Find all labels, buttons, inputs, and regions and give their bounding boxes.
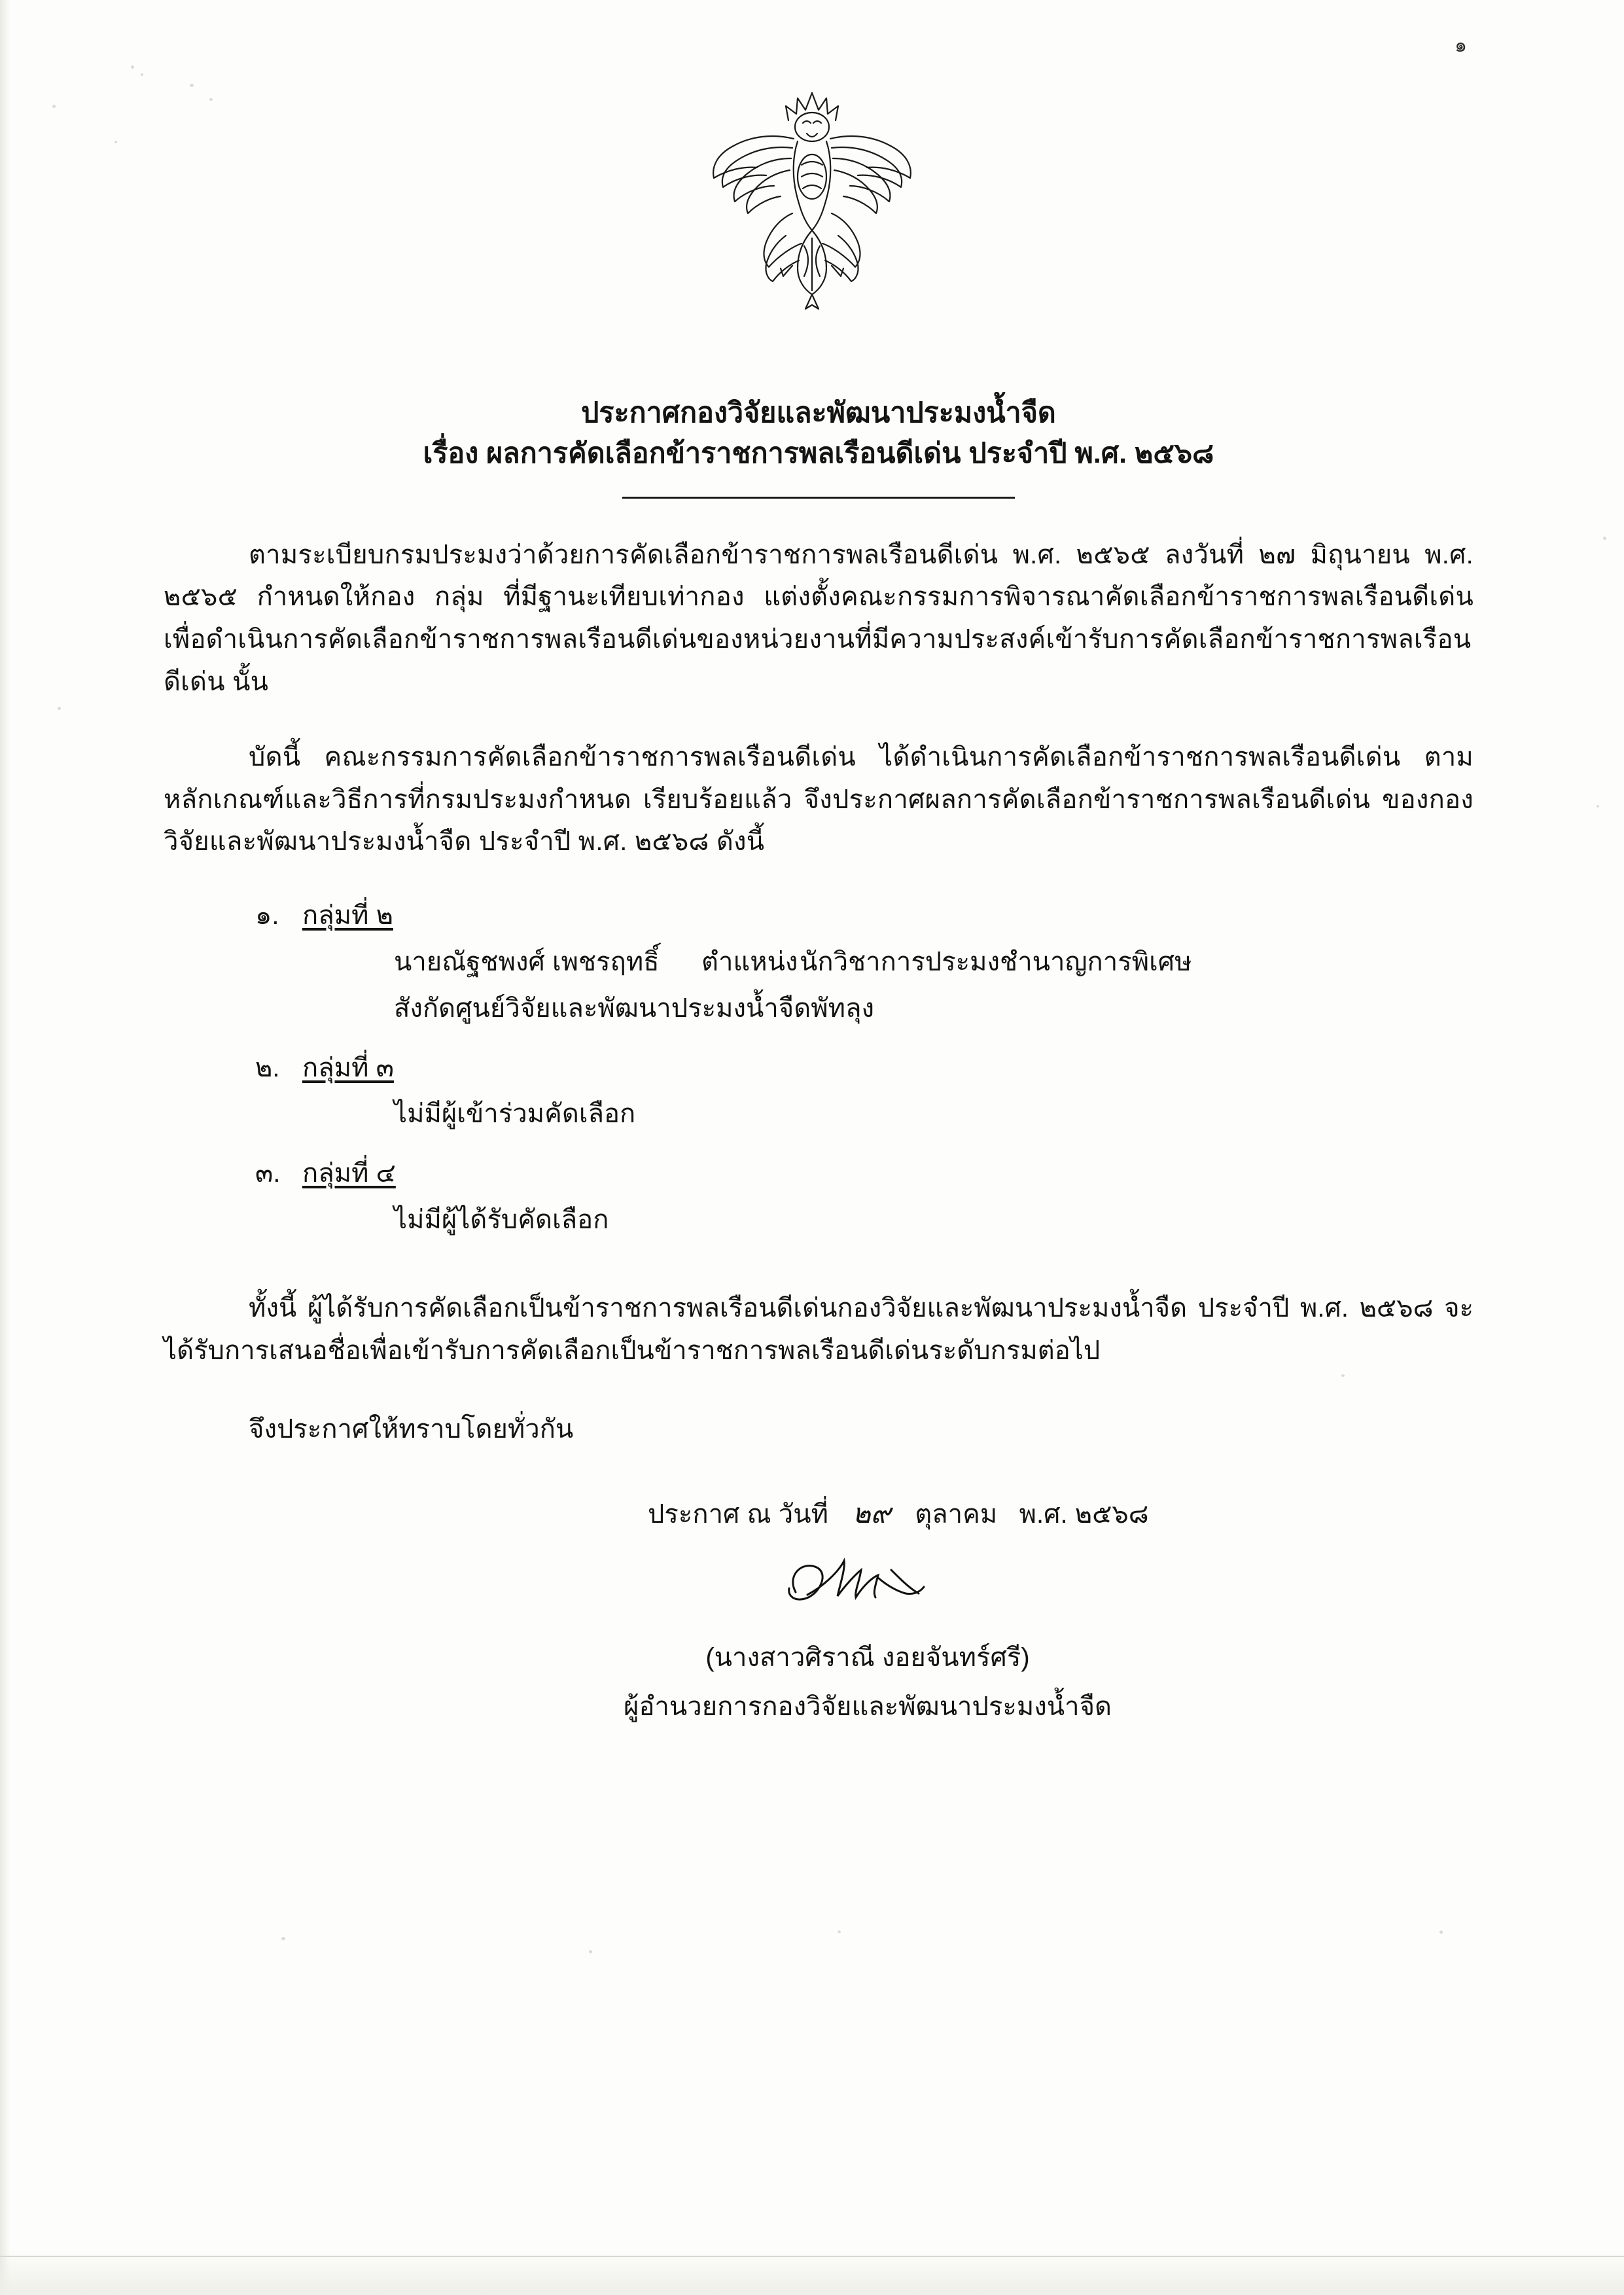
scan-speck — [115, 141, 117, 143]
date-prefix: ประกาศ ณ วันที่ — [648, 1500, 828, 1529]
announcement-title — [164, 393, 1474, 499]
list-item — [255, 895, 1474, 937]
result-number: ๓. — [255, 1159, 281, 1188]
result-group: กลุ่มที่ ๒ — [302, 901, 393, 931]
date-day: ๒๙ — [852, 1497, 891, 1530]
result-position: นักวิชาการประมงชำนาญการพิเศษ — [800, 948, 1192, 977]
paragraph-2: บัดนี้ คณะกรรมการคัดเลือกข้าราชการพลเรือนดีเด่น ได้ดำเนินการคัดเลือกข้าราชการพลเรือนดีเด่น ตามหลักเกณฑ์และวิธีการที่กรมประมงกำหนด เรียบร้อยแล้ว จึงประกาศผลการคัดเลือกข้าราชการพลเรือนดีเด่น ของกองวิจัยและพัฒนาประมงน้ำจืด ประจำปี พ.ศ. ๒๕๖๘ ดังนี้ — [164, 742, 1474, 857]
date-month: ตุลาคม — [915, 1500, 998, 1529]
date-year: พ.ศ. ๒๕๖๘ — [1019, 1500, 1149, 1529]
paragraph-1: ตามระเบียบกรมประมงว่าด้วยการคัดเลือกข้าราชการพลเรือนดีเด่น พ.ศ. ๒๕๖๕ ลงวันที่ ๒๗ มิถุนายน พ.ศ. ๒๕๖๕ กำหนดให้กอง กลุ่ม ที่มีฐานะเทียบเท่ากอง แต่งตั้งคณะกรรมการพิจารณาคัดเลือกข้าราชการพลเรือนดีเด่น เพื่อดำเนินการคัดเลือกข้าราชการพลเรือนดีเด่นของหน่วยงานที่มีความประสงค์เข้ารับการคัดเลือกข้าราชการพลเรือนดีเด่น นั้น — [164, 540, 1474, 697]
result-person-name: ไม่มีผู้เข้าร่วมคัดเลือก — [394, 1099, 636, 1129]
scan-speck — [190, 84, 194, 87]
notice-paragraph: จึงประกาศให้ทราบโดยทั่วกัน — [249, 1415, 574, 1444]
result-affiliation: สังกัดศูนย์วิจัยและพัฒนาประมงน้ำจืดพัทลุง — [394, 993, 874, 1023]
result-number: ๒. — [255, 1053, 280, 1082]
results-list — [164, 895, 1474, 1241]
scan-edge-bottom-line — [0, 2256, 1624, 2257]
scan-speck — [209, 98, 213, 101]
scan-speck — [589, 1950, 592, 1953]
closing-paragraph: ทั้งนี้ ผู้ได้รับการคัดเลือกเป็นข้าราชการพลเรือนดีเด่นกองวิจัยและพัฒนาประมงน้ำจืด ประจำปี พ.ศ. ๒๕๖๘ จะได้รับการเสนอชื่อเพื่อเข้ารับการคัดเลือกเป็นข้าราชการพลเรือนดีเด่นระดับกรมต่อไป — [164, 1293, 1474, 1365]
page-number: ๑ — [1454, 35, 1467, 56]
result-position-label: ตำแหน่ง — [701, 948, 798, 977]
result-number: ๑. — [255, 901, 279, 931]
scan-speck — [281, 1937, 285, 1940]
announcement-title-line1: ประกาศกองวิจัยและพัฒนาประมงน้ำจืด — [581, 397, 1056, 429]
result-person-name: นายณัฐชพงศ์ เพชรฤทธิ์ — [394, 948, 660, 977]
title-divider — [622, 497, 1015, 499]
result-detail — [255, 941, 1474, 984]
date-line — [164, 1491, 1474, 1536]
result-detail — [255, 1093, 1474, 1135]
scan-speck — [52, 105, 56, 108]
result-person-name: ไม่มีผู้ได้รับคัดเลือก — [394, 1205, 609, 1235]
signature-block — [164, 1556, 1474, 1728]
garuda-emblem — [694, 79, 930, 340]
result-group: กลุ่มที่ ๔ — [302, 1159, 396, 1188]
announcement-title-line2: เรื่อง ผลการคัดเลือกข้าราชการพลเรือนดีเด่น ประจำปี พ.ศ. ๒๕๖๘ — [423, 438, 1214, 470]
scan-speck — [141, 73, 143, 76]
scan-speck — [1439, 1930, 1443, 1934]
signer-name: (นางสาวศิราณี งอยจันทร์ศรี) — [705, 1643, 1030, 1673]
list-item — [255, 1047, 1474, 1090]
document-content — [0, 393, 1624, 1728]
scan-speck — [838, 1930, 841, 1933]
list-item — [255, 1152, 1474, 1195]
result-affiliation-line — [255, 987, 1474, 1030]
result-detail — [255, 1199, 1474, 1241]
result-group: กลุ่มที่ ๓ — [302, 1053, 394, 1082]
scan-speck — [131, 65, 134, 69]
signer-title: ผู้อำนวยการกองวิจัยและพัฒนาประมงน้ำจืด — [624, 1692, 1112, 1722]
signature-mark — [262, 1556, 1474, 1634]
